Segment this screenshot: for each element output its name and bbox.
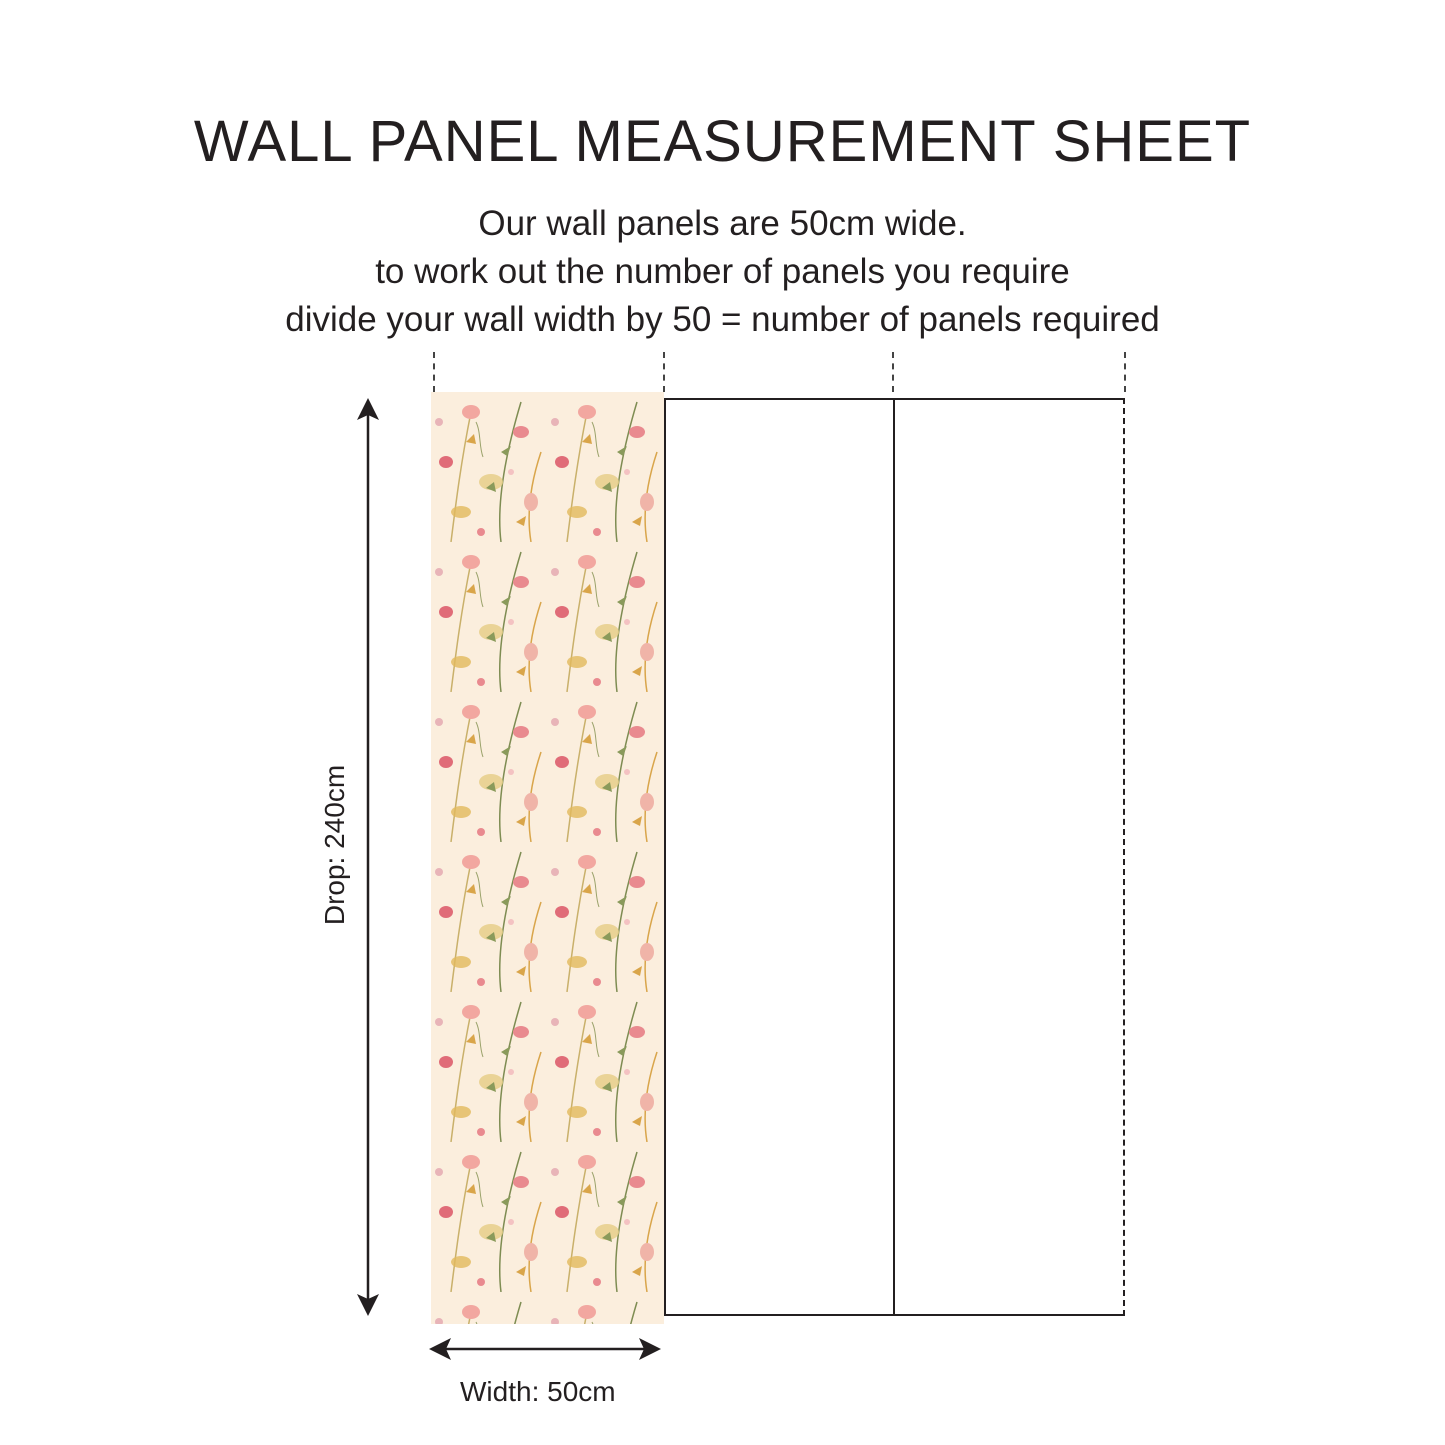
subtitle-line-2: to work out the number of panels you require [375,252,1070,291]
empty-panel-3 [893,398,1125,1316]
width-label: Width: 50cm [460,1376,616,1407]
floral-panel [431,392,664,1324]
drop-label: Drop: 240cm [319,764,350,926]
floral-pattern-icon [431,392,664,1324]
guide-line-2 [663,352,665,392]
width-arrow-icon [429,1336,661,1362]
empty-panel-2 [664,398,895,1316]
subtitle-line-1: Our wall panels are 50cm wide. [478,204,967,243]
guide-line-3 [892,352,894,392]
subtitle-line-3: divide your wall width by 50 = number of panels required [285,300,1160,339]
drop-arrow-icon [355,398,381,1318]
page-title: WALL PANEL MEASUREMENT SHEET [193,109,1252,174]
guide-line-4 [1124,352,1126,392]
guide-line-1 [433,352,435,392]
